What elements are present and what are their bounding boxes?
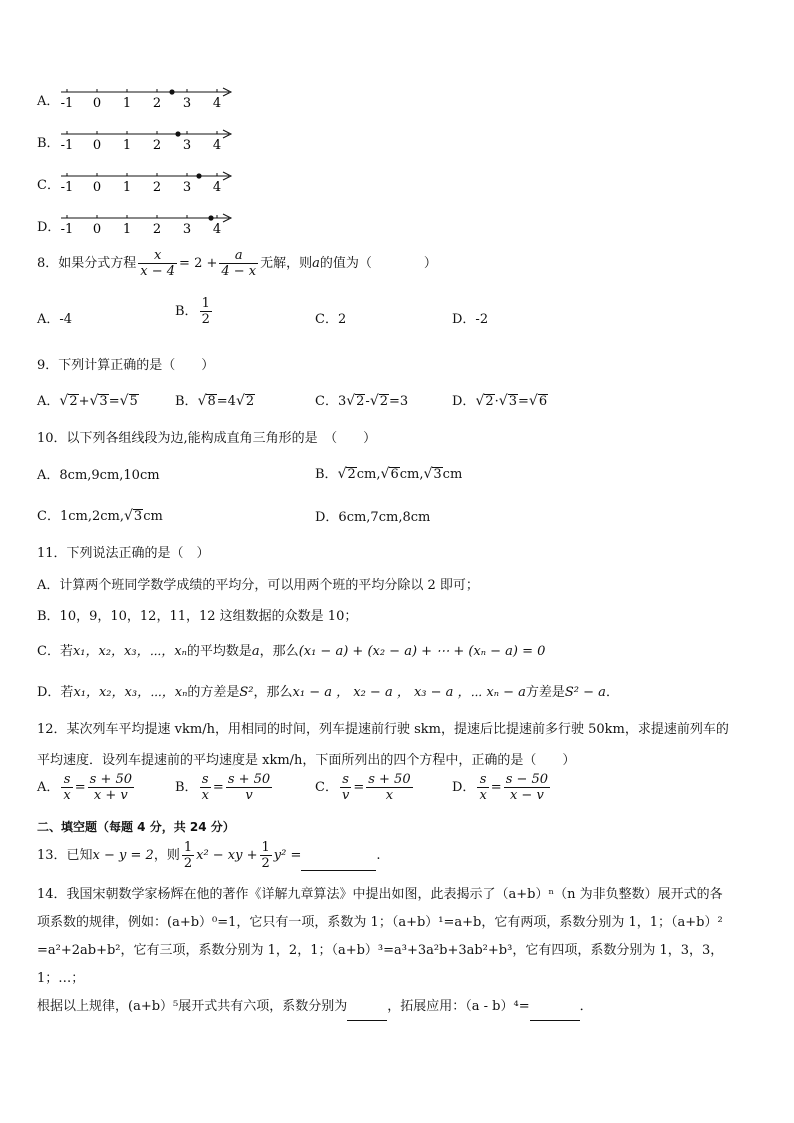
q11-c-prefix: C．若 xyxy=(37,644,73,659)
q8-option-b-letter: B． xyxy=(175,304,198,319)
tick-label: 2 xyxy=(152,180,162,194)
tick-label: 0 xyxy=(92,96,102,110)
q11-option-b: B．10，9，10，12，11，12 这组数据的众数是 10； xyxy=(37,609,358,624)
solid-dot xyxy=(208,215,213,220)
q8-option-b-num: 1 xyxy=(201,296,210,311)
tick-label: 3 xyxy=(182,180,192,194)
q8-suffix: 无解，则 xyxy=(260,256,313,271)
tick-label: 1 xyxy=(122,222,132,236)
q9-d-letter: D． xyxy=(452,394,476,409)
q13-cond: x − y = 2 xyxy=(92,848,154,863)
q9-option-d xyxy=(452,390,548,409)
q10-b-unit1: cm, xyxy=(356,467,381,482)
rhs-den: v xyxy=(245,788,253,803)
tick-label: 4 xyxy=(212,138,222,152)
lhs-den: x xyxy=(63,788,71,803)
rhs-fraction xyxy=(88,772,134,803)
rhs-num: s + 50 xyxy=(227,772,271,787)
q9-a-plus: + xyxy=(78,394,90,409)
q14-line4-c: ． xyxy=(579,999,593,1014)
q10-b-unit2: cm, xyxy=(399,467,424,482)
rhs-fraction xyxy=(226,772,272,803)
sqrt-icon: √ xyxy=(528,393,538,409)
sqrt-icon: √ xyxy=(119,393,129,409)
q8-lhs-fraction xyxy=(138,248,177,279)
lhs-num: s xyxy=(200,772,211,788)
q11-d-expr: x₁ − a ， x₂ − a ， x₃ − a ，⋯ xₙ − a xyxy=(292,685,526,700)
tick-label: 4 xyxy=(212,222,222,236)
q11-d-s: S² xyxy=(239,685,254,700)
q9-c-letter: C．3 xyxy=(315,394,347,409)
q9-c-minus: - xyxy=(365,394,370,409)
q11-d-then: ，那么 xyxy=(253,685,293,700)
option-letter: C． xyxy=(37,178,60,193)
q11-c-var: a xyxy=(251,644,260,659)
lhs-fraction xyxy=(200,772,211,803)
equals-sign: = xyxy=(212,780,224,795)
lhs-num: s xyxy=(340,772,351,788)
lhs-den: v xyxy=(341,788,350,803)
tick-label: 1 xyxy=(122,180,132,194)
question-10-stem: 10．以下列各组线段为边,能构成直角三角形的是 （ ） xyxy=(37,431,377,446)
solid-dot xyxy=(175,131,180,136)
q11-c-xs: x₁，x₂，x₃，⋯，xₙ xyxy=(72,644,187,659)
q13-frac2 xyxy=(260,840,272,871)
q13-frac2-den: 2 xyxy=(261,856,270,871)
q11-d-tail: 方差是 xyxy=(525,685,565,700)
q8-suffix2: 的值为（ ） xyxy=(319,256,437,271)
sqrt-icon: √ xyxy=(89,393,99,409)
rhs-den: x + v xyxy=(93,788,128,803)
q10-option-c xyxy=(37,505,163,524)
sqrt-icon: √ xyxy=(346,393,356,409)
q14-line1: 14．我国宋朝数学家杨辉在他的著作《详解九章算法》中提出如图，此表揭示了（a+b）ⁿ（n 为非负整数）展开式的各 xyxy=(37,887,723,902)
equals-sign: = xyxy=(490,780,502,795)
tick-label: 1 xyxy=(122,138,132,152)
q13-mid: ，则 xyxy=(153,848,180,863)
lhs-num: s xyxy=(477,772,488,788)
q14-blank-expansion[interactable] xyxy=(530,1006,580,1021)
q9-b-rad1: 8 xyxy=(207,394,216,409)
q9-d-rad2: 3 xyxy=(508,394,517,409)
q8-rhs-fraction xyxy=(219,248,258,279)
q11-c-mid: 的平均数是 xyxy=(186,644,252,659)
q11-d-mid: 的方差是 xyxy=(187,685,240,700)
q13-frac1-den: 2 xyxy=(183,856,193,871)
tick-label: 0 xyxy=(92,180,102,194)
q11-d-prefix: D．若 xyxy=(37,685,74,700)
number-line xyxy=(59,86,239,110)
q11-d-end: ． xyxy=(605,685,619,700)
q10-b-letter: B． xyxy=(315,467,338,482)
lhs-fraction xyxy=(61,772,72,803)
tick-label: 4 xyxy=(212,180,222,194)
q9-b-rad2: 2 xyxy=(245,394,255,409)
option-letter: D． xyxy=(37,220,61,235)
option-letter: C． xyxy=(315,780,338,795)
tick-label: 2 xyxy=(152,138,162,152)
lhs-den: x xyxy=(201,788,209,803)
sqrt-icon: √ xyxy=(369,393,379,409)
rhs-den: x xyxy=(385,788,394,803)
q14-line4 xyxy=(37,993,757,1021)
q9-d-dot: · xyxy=(494,394,499,409)
sqrt-icon: √ xyxy=(235,393,245,409)
q8-option-a: A．-4 xyxy=(37,312,73,327)
q10-b-rad1: 2 xyxy=(347,467,356,482)
q12-option-a xyxy=(37,772,136,803)
equals-sign: = xyxy=(74,780,86,795)
question-8-stem xyxy=(37,248,437,279)
sqrt-icon: √ xyxy=(475,393,485,409)
q11-option-a: A．计算两个班同学数学成绩的平均分，可以用两个班的平均分除以 2 即可； xyxy=(37,578,479,593)
rhs-den: x − v xyxy=(509,788,544,803)
number-line xyxy=(59,170,239,194)
sqrt-icon: √ xyxy=(59,393,69,409)
q8-option-b xyxy=(175,296,214,327)
tick-label: 2 xyxy=(152,96,162,110)
q8-prefix: 8．如果分式方程 xyxy=(37,256,137,271)
lhs-den: x xyxy=(479,788,487,803)
q13-frac1 xyxy=(182,840,194,871)
tick-label: 3 xyxy=(182,222,192,236)
q8-option-b-den: 2 xyxy=(201,312,210,327)
rhs-fraction xyxy=(366,772,412,803)
rhs-num: s − 50 xyxy=(505,772,549,787)
q8-option-d: D．-2 xyxy=(452,312,489,327)
q13-frac2-num: 1 xyxy=(261,840,270,855)
question-13 xyxy=(37,840,381,871)
tick-label: -1 xyxy=(60,180,74,194)
rhs-num: s + 50 xyxy=(368,772,411,787)
q11-c-expr: (x₁ − a) + (x₂ − a) + ⋯ + (xₙ − a) = 0 xyxy=(298,644,546,659)
q12-option-c xyxy=(315,772,415,803)
q9-a-letter: A． xyxy=(37,394,60,409)
tick-label: 1 xyxy=(122,96,132,110)
q9-b-eq: =4 xyxy=(216,394,236,409)
solid-dot xyxy=(169,89,174,94)
question-14 xyxy=(37,881,757,1021)
q10-b-rad2: 6 xyxy=(390,467,399,482)
lhs-fraction xyxy=(340,772,351,803)
q13-end: . xyxy=(376,848,381,863)
option-letter: A． xyxy=(37,780,60,795)
rhs-fraction xyxy=(504,772,550,803)
sqrt-icon: √ xyxy=(380,466,390,482)
q11-c-then: ，那么 xyxy=(259,644,299,659)
q9-b-letter: B． xyxy=(175,394,198,409)
q14-line4-b: ，拓展应用：（a - b）⁴= xyxy=(387,999,530,1014)
question-11-stem: 11．下列说法正确的是（ ） xyxy=(37,546,210,561)
q9-c-rad1: 2 xyxy=(356,394,365,409)
q10-b-rad3: 3 xyxy=(433,467,442,482)
tick-label: 0 xyxy=(92,222,102,236)
tick-label: 3 xyxy=(182,96,192,110)
q14-line2: 项系数的规律，例如：(a+b）⁰=1，它只有一项，系数为 1；（a+b）¹=a+b，它有两项，系数分别为 1，1；（a+b）² xyxy=(37,915,723,930)
number-line xyxy=(59,212,239,236)
q8-option-c: C．2 xyxy=(315,312,347,327)
tick-label: 4 xyxy=(212,96,222,110)
q10-option-a: A．8cm,9cm,10cm xyxy=(37,468,160,483)
q10-b-unit3: cm xyxy=(442,467,463,482)
q8-rhs-num: a xyxy=(219,248,258,264)
q13-prefix: 13．已知 xyxy=(37,848,93,863)
equals-sign: = xyxy=(353,780,365,795)
q9-option-c xyxy=(315,390,408,409)
tick-label: -1 xyxy=(60,96,74,110)
q9-a-rad1: 2 xyxy=(69,394,78,409)
sqrt-icon: √ xyxy=(423,466,433,482)
lhs-num: s xyxy=(61,772,72,788)
sqrt-icon: √ xyxy=(197,393,207,409)
q8-rhs-den: 4 − x xyxy=(221,264,257,279)
q8-eq: = 2 + xyxy=(179,256,218,271)
q11-d-res: S² − a xyxy=(564,685,606,700)
q11-option-d xyxy=(37,681,619,700)
q9-c-eq: =3 xyxy=(389,394,409,409)
sqrt-icon: √ xyxy=(123,508,133,524)
lhs-fraction xyxy=(477,772,488,803)
q9-d-eq: = xyxy=(517,394,529,409)
q9-d-rad1: 2 xyxy=(485,394,494,409)
q13-answer-blank[interactable] xyxy=(301,856,376,871)
q12-line2: 平均速度．设列车提速前的平均速度是 xkm/h，下面所列出的四个方程中，正确的是（ ） xyxy=(37,753,576,768)
q10-option-d: D．6cm,7cm,8cm xyxy=(315,510,431,525)
q8-var: a xyxy=(312,256,320,271)
q9-a-rad3: 5 xyxy=(129,394,138,409)
tick-label: -1 xyxy=(60,138,74,152)
section-2-heading: 二、填空题（每题 4 分，共 24 分） xyxy=(37,820,235,834)
q11-d-xs: x₁，x₂，x₃，⋯，xₙ xyxy=(73,685,188,700)
q9-c-rad2: 2 xyxy=(379,394,389,409)
q9-option-a xyxy=(37,390,139,409)
q9-a-eq: = xyxy=(108,394,120,409)
q11-option-c xyxy=(37,640,545,659)
q8-lhs-den: x − 4 xyxy=(140,264,176,279)
q9-a-rad2: 3 xyxy=(99,394,108,409)
q12-line1: 12．某次列车平均提速 vkm/h，用相同的时间，列车提速前行驶 skm，提速后比提速前多行驶 50km，求提速前列车的 xyxy=(37,722,729,737)
sqrt-icon: √ xyxy=(337,466,347,482)
sqrt-icon: √ xyxy=(498,393,508,409)
tick-label: -1 xyxy=(60,222,74,236)
q12-option-b xyxy=(175,772,274,803)
q10-c-unit: cm xyxy=(143,509,163,524)
tick-label: 0 xyxy=(92,138,102,152)
option-letter: A． xyxy=(37,94,60,109)
q13-term1: x² − xy + xyxy=(196,848,258,863)
q10-c-rad1: 3 xyxy=(133,509,143,524)
option-letter: B． xyxy=(37,136,60,151)
q14-blank-coefficients[interactable] xyxy=(347,1006,387,1021)
q13-frac1-num: 1 xyxy=(183,840,193,855)
q8-lhs-num: x xyxy=(138,248,177,264)
q12-option-d xyxy=(452,772,552,803)
q9-option-b xyxy=(175,390,255,409)
q8-option-b-fraction xyxy=(200,296,212,327)
solid-dot xyxy=(196,173,201,178)
q10-c-letter: C．1cm,2cm, xyxy=(37,509,124,524)
option-letter: B． xyxy=(175,780,198,795)
q9-d-rad3: 6 xyxy=(538,394,548,409)
q14-line3: =a²+2ab+b²，它有三项，系数分别为 1，2，1；（a+b）³=a³+3a²b+3ab²+b³，它有四项，系数分别为 1，3，3，1；…； xyxy=(37,943,724,986)
q10-option-b xyxy=(315,463,462,482)
question-9-stem: 9．下列计算正确的是（ ） xyxy=(37,358,215,373)
rhs-num: s + 50 xyxy=(89,772,133,787)
q13-term2: y² = xyxy=(273,848,302,863)
tick-label: 2 xyxy=(152,222,162,236)
tick-label: 3 xyxy=(182,138,192,152)
number-line xyxy=(59,128,239,152)
q14-line4-a: 根据以上规律，(a+b）⁵展开式共有六项，系数分别为 xyxy=(37,999,348,1014)
option-letter: D． xyxy=(452,780,476,795)
